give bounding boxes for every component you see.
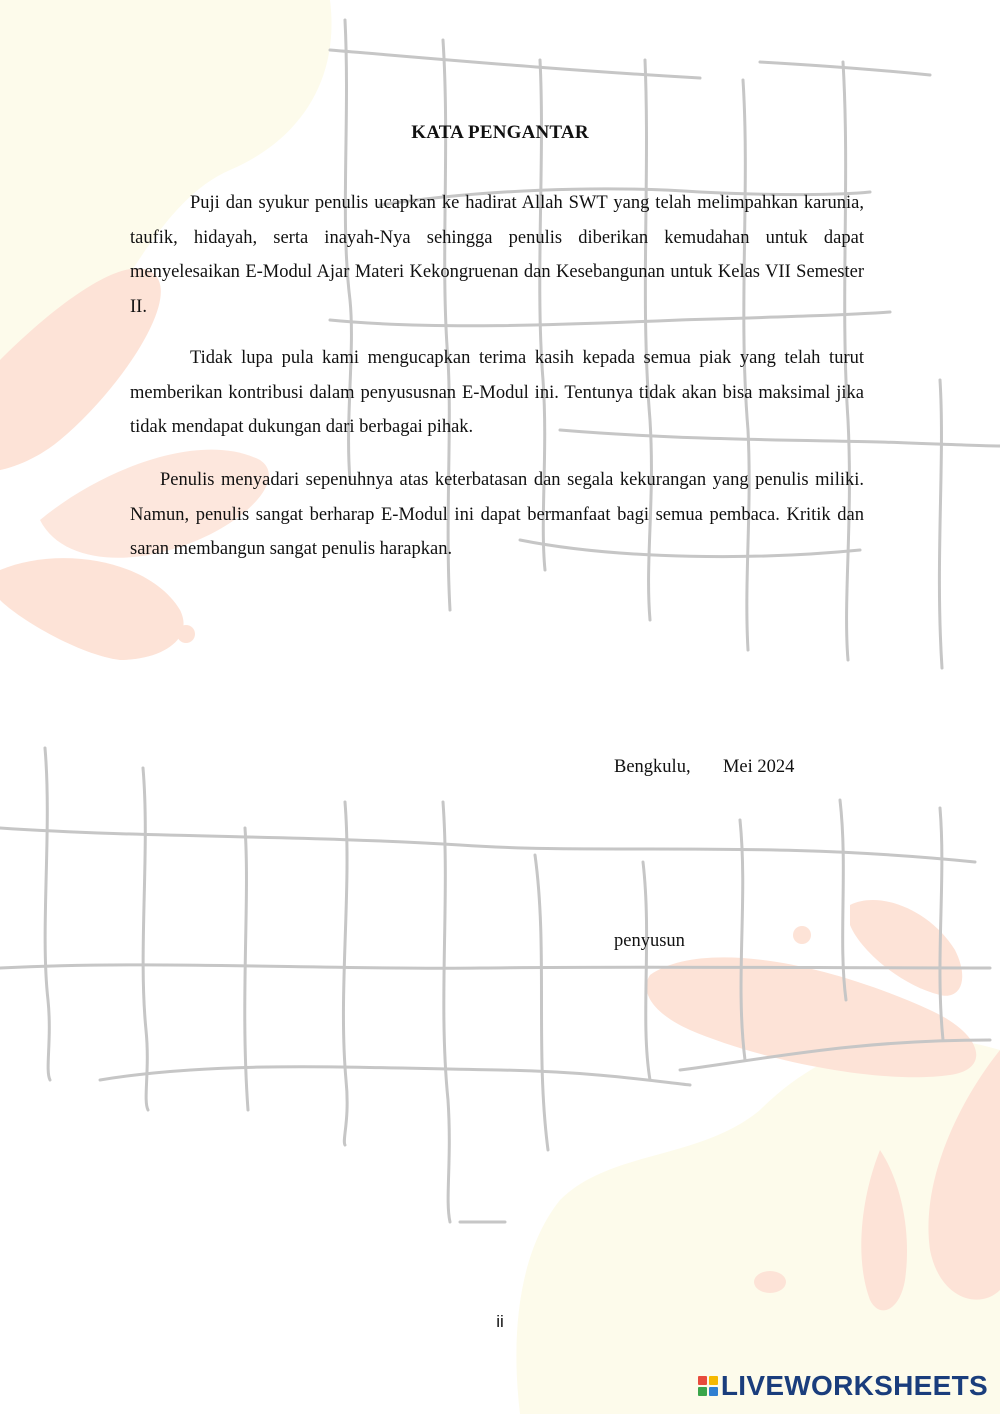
liveworksheets-grid-icon [698,1376,718,1396]
logo-square-green [698,1387,707,1396]
paragraph-3: Penulis menyadari sepenuhnya atas keterbatasan dan segala kekurangan yang penulis miliki. Namun, penulis sangat berharap E-Modul ini dapat bermanfaat bagi semua pembaca. Kritik dan saran membangun sangat penulis harapkan. [130,470,864,560]
paragraph-1: Puji dan syukur penulis ucapkan ke hadirat Allah SWT yang telah melimpahkan karunia, taufik, hidayah, serta inayah-Nya sehingga penulis diberikan kemudahan untuk dapat menyelesaikan E-Modul Ajar Materi Kekongruenan dan Kesebangunan untuk Kelas VII Semester II. [130,193,864,317]
place-date: Bengkulu, Mei 2024 [614,757,795,777]
logo-text: LIVEWORKSHEETS [720,1370,988,1401]
liveworksheets-logo[interactable] [698,1370,988,1402]
signature-label: penyusun [614,931,685,951]
page-title: KATA PENGANTAR [411,122,589,143]
logo-square-red [698,1376,707,1385]
paragraph-2: Tidak lupa pula kami mengucapkan terima kasih kepada semua piak yang telah turut memberikan kontribusi dalam penyususnan E-Modul ini. Tentunya tidak akan bisa maksimal jika tidak mendapat dukungan dari berbagai pihak. [130,348,864,438]
logo-square-yellow [709,1376,718,1385]
page-number: ii [496,1312,504,1331]
logo-square-blue [709,1387,718,1396]
